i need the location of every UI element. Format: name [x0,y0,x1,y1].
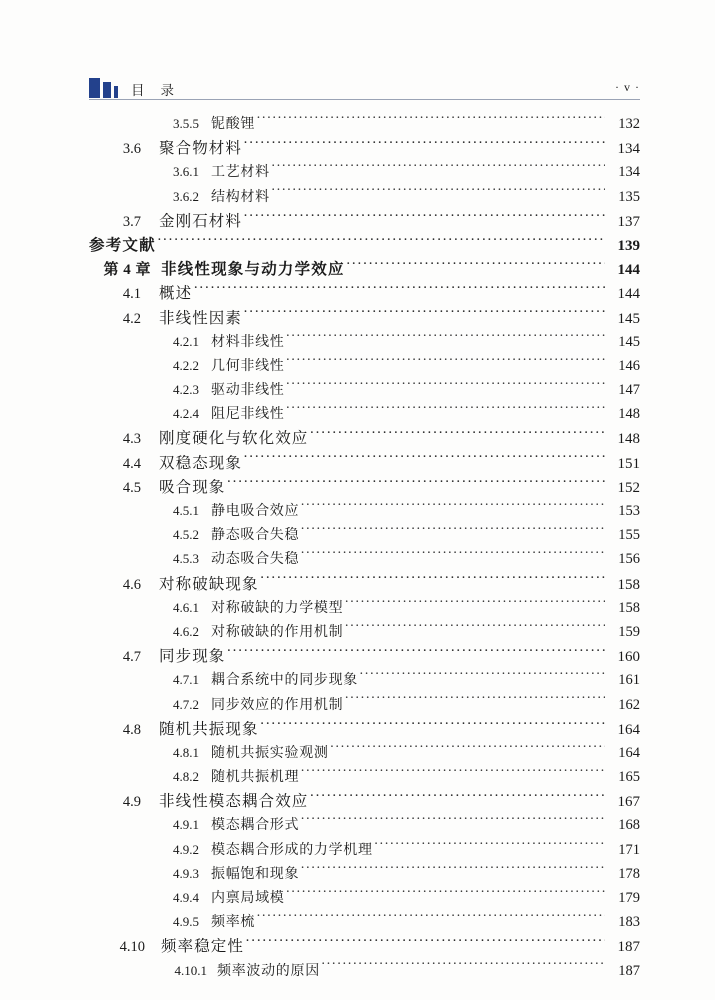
toc-entry-page-number: 187 [618,962,640,979]
toc-entry-number: 4.3 [122,431,141,448]
toc-entry[interactable] [89,644,640,668]
toc-leader-dots [300,523,605,539]
toc-entry-page-number: 164 [618,744,640,761]
toc-entry-number: 第 4 章 [103,262,151,279]
toc-entry-page-number: 148 [617,431,640,448]
header-title: 目 录 [131,83,175,98]
toc-entry-page-number: 147 [618,382,640,399]
toc-entry[interactable] [89,620,640,644]
toc-entry[interactable] [89,693,640,717]
toc-entry-title: 对称破缺的作用机制 [211,624,344,640]
toc-entry-page-number: 158 [618,599,640,616]
toc-entry[interactable] [89,475,640,499]
toc-entry-number: 4.10 [119,939,145,956]
toc-entry[interactable] [89,185,640,209]
toc-entry-page-number: 148 [618,406,640,423]
toc-entry[interactable] [89,572,640,596]
toc-leader-dots [226,476,605,492]
toc-entry-number: 4.5.2 [173,527,199,543]
toc-entry-number: 4.6.1 [173,599,199,615]
toc-leader-dots [243,307,605,323]
toc-entry-title: 材料非线性 [211,334,285,350]
toc-entry-number: 3.7 [122,213,141,230]
toc-entry-title: 频率波动的原因 [217,963,320,979]
toc-entry[interactable] [89,886,640,910]
toc-entry-title: 概述 [159,285,193,303]
toc-entry[interactable] [89,765,640,789]
toc-entry-title: 随机共振机理 [211,770,300,786]
toc-entry[interactable] [89,451,640,475]
toc-leader-dots [309,790,605,806]
toc-leader-dots [300,547,605,563]
toc-entry-title: 聚合物材料 [159,140,243,158]
toc-leader-dots [300,765,605,781]
table-of-contents [89,112,640,983]
ornament-bar-medium-icon [103,82,111,98]
page-folio: · v · [615,80,640,94]
toc-entry-page-number: 134 [618,164,640,181]
toc-leader-dots [243,137,605,153]
toc-entry-number: 4.2.1 [173,333,199,349]
toc-leader-dots [245,935,605,951]
toc-entry-title: 双稳态现象 [159,454,243,472]
toc-entry-page-number: 137 [617,213,640,230]
toc-entry[interactable] [89,233,640,257]
toc-entry-title: 刚度硬化与软化效应 [159,430,309,448]
toc-entry-title: 非线性因素 [159,309,243,327]
toc-leader-dots [300,862,605,878]
toc-leader-dots [256,112,605,128]
toc-entry[interactable] [89,378,640,402]
toc-entry-title: 随机共振实验观测 [211,745,329,761]
toc-entry[interactable] [89,838,640,862]
toc-entry-page-number: 139 [617,237,640,254]
toc-entry-number: 4.8 [122,721,141,738]
toc-leader-dots [344,620,605,636]
toc-entry-page-number: 153 [618,503,640,519]
header-divider [89,99,640,100]
toc-entry-title: 工艺材料 [211,165,270,181]
toc-entry-page-number: 168 [618,817,640,834]
toc-leader-dots [193,282,605,298]
toc-entry-number: 4.9.5 [173,914,199,930]
toc-entry[interactable] [89,789,640,813]
toc-entry-title: 对称破缺现象 [159,575,259,593]
toc-entry-page-number: 178 [618,865,640,882]
toc-entry[interactable] [89,596,640,620]
toc-entry-title: 动态吸合失稳 [211,552,300,568]
toc-entry-page-number: 162 [618,696,640,713]
toc-entry-page-number: 132 [618,116,640,132]
toc-entry-title: 频率梳 [211,915,256,931]
toc-entry-title: 参考文献 [89,236,156,254]
toc-leader-dots [286,378,606,394]
toc-entry[interactable] [89,281,640,305]
toc-entry-title: 静电吸合效应 [211,504,300,519]
toc-entry[interactable] [89,910,640,934]
toc-entry-title: 频率稳定性 [161,938,245,956]
toc-entry[interactable] [89,257,640,281]
toc-entry-page-number: 145 [617,310,640,327]
toc-leader-dots [243,452,605,468]
toc-entry-number: 4.5 [122,479,141,496]
toc-entry-number: 4.2 [122,310,141,327]
toc-entry-page-number: 134 [617,141,640,158]
toc-entry-number: 4.10.1 [174,962,207,978]
toc-entry-page-number: 158 [617,576,640,593]
toc-entry-page-number: 155 [618,527,640,544]
toc-entry-number: 4.6 [122,576,141,593]
toc-entry[interactable] [89,862,640,886]
toc-entry-title: 静态吸合失稳 [211,528,300,544]
toc-entry-title: 铌酸锂 [211,117,256,132]
toc-entry-title: 金刚石材料 [159,212,243,230]
toc-entry[interactable] [89,547,640,571]
toc-entry-title: 阻尼非线性 [211,407,285,423]
toc-entry[interactable] [89,160,640,184]
toc-leader-dots [309,427,605,443]
toc-entry[interactable] [89,306,640,330]
toc-entry-number: 3.5.5 [173,116,199,131]
toc-entry-title: 随机共振现象 [159,720,259,738]
toc-entry-number: 3.6.2 [173,188,199,204]
toc-entry-number: 4.5.1 [173,503,199,518]
toc-entry-number: 4.7.2 [173,696,199,712]
toc-entry-number: 4.9 [122,794,141,811]
toc-entry-number: 4.8.2 [173,769,199,785]
toc-entry-number: 4.8.1 [173,744,199,760]
toc-entry-number: 4.9.2 [173,841,199,857]
toc-leader-dots [374,838,605,854]
toc-entry-page-number: 164 [617,721,640,738]
toc-entry-page-number: 145 [618,333,640,350]
toc-leader-dots [226,645,605,661]
toc-entry-title: 振幅饱和现象 [211,866,300,882]
toc-leader-dots [286,354,606,370]
toc-entry-number: 4.9.4 [173,890,199,905]
toc-entry-number: 4.9.3 [173,865,199,881]
toc-entry[interactable] [89,354,640,378]
toc-entry-title: 耦合系统中的同步现象 [211,673,358,689]
toc-leader-dots [286,330,606,346]
toc-entry-page-number: 161 [618,672,640,689]
toc-entry[interactable] [89,934,640,958]
toc-entry-number: 4.5.3 [173,551,199,567]
toc-leader-dots [260,573,605,589]
toc-entry-page-number: 160 [617,649,640,666]
toc-entry-page-number: 152 [617,479,640,496]
toc-entry-number: 4.4 [122,455,141,472]
toc-entry[interactable] [89,402,640,426]
toc-leader-dots [344,596,605,612]
toc-entry-page-number: 146 [618,357,640,374]
toc-entry[interactable] [89,499,640,523]
toc-entry-title: 结构材料 [211,189,270,205]
toc-entry-title: 模态耦合形式 [211,818,300,834]
toc-entry-title: 同步效应的作用机制 [211,697,344,713]
toc-entry-page-number: 171 [618,841,640,858]
toc-leader-dots [243,210,605,226]
toc-entry-number: 4.1 [122,286,141,303]
toc-entry-title: 驱动非线性 [211,383,285,399]
toc-entry-page-number: 156 [618,551,640,568]
toc-entry[interactable] [89,136,640,160]
toc-entry-page-number: 167 [617,794,640,811]
toc-entry-title: 内禀局域模 [211,891,285,906]
toc-entry-page-number: 165 [618,769,640,786]
toc-entry-title: 几何非线性 [211,358,285,374]
toc-entry-page-number: 159 [618,623,640,640]
toc-entry-page-number: 151 [617,455,640,472]
toc-leader-dots [256,910,605,926]
toc-entry-number: 4.2.2 [173,357,199,373]
toc-leader-dots [286,402,606,418]
toc-entry[interactable] [89,330,640,354]
toc-entry[interactable] [89,112,640,136]
toc-entry-number: 4.9.1 [173,817,199,833]
toc-entry-title: 非线性模态耦合效应 [159,793,309,811]
toc-leader-dots [286,886,606,902]
toc-leader-dots [330,741,605,757]
toc-entry-number: 4.2.3 [173,382,199,398]
toc-entry[interactable] [89,668,640,692]
toc-entry-title: 同步现象 [159,648,226,666]
ornament-bar-wide-icon [89,78,100,98]
toc-entry-title: 吸合现象 [159,478,226,496]
running-header [89,76,640,102]
ornament-bar-narrow-icon [114,86,118,98]
toc-entry-page-number: 144 [617,286,640,303]
toc-entry-page-number: 187 [617,939,640,956]
toc-leader-dots [344,693,605,709]
toc-entry-number: 4.6.2 [173,623,199,639]
toc-entry[interactable] [89,209,640,233]
toc-entry-number: 4.7.1 [173,672,199,688]
toc-leader-dots [157,234,605,250]
toc-entry[interactable] [89,741,640,765]
toc-entry-number: 3.6 [122,141,141,158]
toc-entry-number: 4.2.4 [173,406,199,422]
toc-leader-dots [321,959,605,975]
toc-leader-dots [300,813,605,829]
toc-leader-dots [271,160,605,176]
toc-entry-page-number: 135 [618,188,640,205]
toc-entry[interactable] [89,717,640,741]
header-ornament [89,78,118,98]
toc-entry-page-number: 179 [618,890,640,906]
toc-leader-dots [346,258,605,274]
toc-leader-dots [300,499,605,515]
toc-leader-dots [260,718,605,734]
toc-entry[interactable] [89,959,640,983]
toc-entry-number: 4.7 [122,649,141,666]
toc-entry-title: 模态耦合形成的力学机理 [211,842,373,858]
toc-entry[interactable] [89,523,640,547]
toc-entry-page-number: 183 [618,914,640,931]
toc-entry-title: 对称破缺的力学模型 [211,600,344,616]
toc-entry-title: 非线性现象与动力学效应 [161,261,345,279]
toc-entry-page-number: 144 [617,262,640,279]
toc-entry[interactable] [89,426,640,450]
toc-entry[interactable] [89,813,640,837]
toc-entry-number: 3.6.1 [173,164,199,180]
toc-leader-dots [359,668,605,684]
toc-leader-dots [271,185,605,201]
